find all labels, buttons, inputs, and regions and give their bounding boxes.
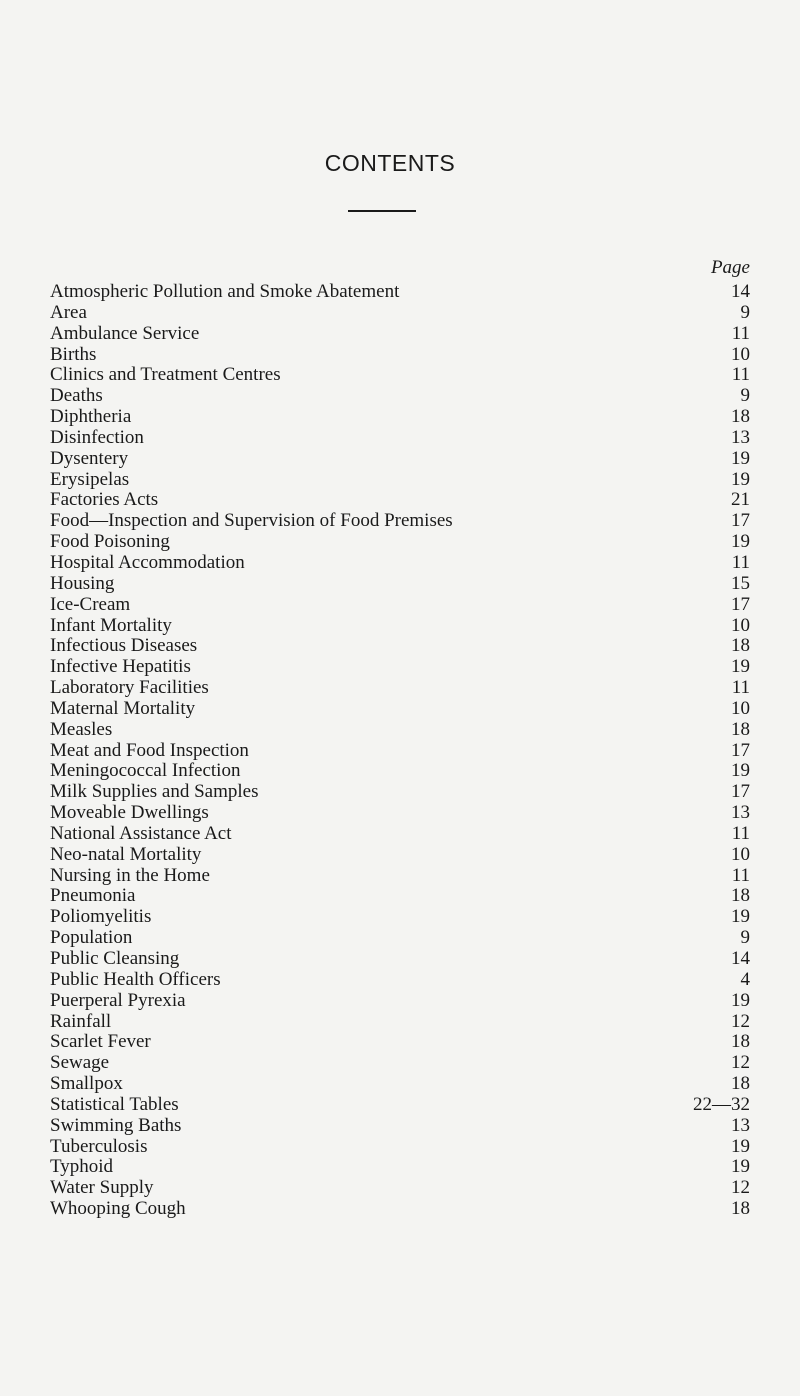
entry-page-number: 9 (740, 927, 750, 949)
entry-page-number: 17 (731, 593, 750, 615)
contents-entry (50, 741, 750, 762)
entry-title: Moveable Dwellings (50, 803, 213, 824)
entry-title: Neo-natal Mortality (50, 845, 205, 866)
entry-page-number: 19 (731, 447, 750, 469)
contents-entry (50, 282, 750, 303)
entry-page-number: 11 (731, 864, 750, 886)
entry-page-number: 19 (731, 760, 750, 782)
contents-entry (50, 574, 750, 595)
entry-page-number: 18 (731, 635, 750, 657)
entry-page-number: 19 (731, 468, 750, 490)
entry-title: Ice-Cream (50, 595, 134, 616)
entry-title: Hospital Accommodation (50, 553, 249, 574)
entry-title: Rainfall (50, 1012, 115, 1033)
entry-title: Food Poisoning (50, 532, 174, 553)
contents-entry (50, 490, 750, 511)
entry-title: Ambulance Service (50, 324, 203, 345)
contents-entry (50, 720, 750, 741)
contents-entry (50, 761, 750, 782)
entry-page-number: 18 (731, 406, 750, 428)
contents-entry (50, 657, 750, 678)
entry-page-number: 14 (731, 281, 750, 302)
entry-title: Nursing in the Home (50, 866, 214, 887)
entry-page-number: 19 (731, 1156, 750, 1178)
contents-entry (50, 595, 750, 616)
contents-entry (50, 1116, 750, 1137)
entry-page-number: 12 (731, 1010, 750, 1032)
entry-title: Poliomyelitis (50, 907, 155, 928)
entry-title: Dysentery (50, 449, 132, 470)
entry-title: Whooping Cough (50, 1199, 190, 1220)
entry-page-number: 21 (731, 489, 750, 511)
page-column-heading: Page (710, 257, 750, 278)
contents-entry (50, 928, 750, 949)
contents-entry (50, 991, 750, 1012)
entry-title: Housing (50, 574, 118, 595)
contents-entry (50, 324, 750, 345)
contents-entry (50, 1032, 750, 1053)
entry-page-number: 15 (731, 572, 750, 594)
entry-page-number: 18 (731, 885, 750, 907)
entry-page-number: 11 (731, 364, 750, 386)
entry-title: Deaths (50, 386, 107, 407)
entry-title: Measles (50, 720, 116, 741)
contents-entry (50, 1012, 750, 1033)
contents-entry (50, 532, 750, 553)
entry-title: Atmospheric Pollution and Smoke Abatement (50, 282, 403, 303)
title-underline (348, 210, 416, 212)
contents-entry (50, 1199, 750, 1220)
entry-title: National Assistance Act (50, 824, 236, 845)
contents-entry (50, 803, 750, 824)
entry-page-number: 12 (731, 1177, 750, 1199)
entry-title: Erysipelas (50, 470, 133, 491)
contents-entry (50, 303, 750, 324)
contents-entry (50, 970, 750, 991)
entry-page-number: 19 (731, 906, 750, 928)
entry-page-number: 18 (731, 1198, 750, 1220)
entry-title: Typhoid (50, 1157, 117, 1178)
contents-entry (50, 699, 750, 720)
contents-entry (50, 1095, 750, 1116)
contents-entry (50, 845, 750, 866)
entry-title: Population (50, 928, 136, 949)
contents-entry (50, 386, 750, 407)
contents-entry (50, 866, 750, 887)
contents-entry (50, 1137, 750, 1158)
entry-title: Smallpox (50, 1074, 127, 1095)
entry-title: Births (50, 345, 100, 366)
contents-entry (50, 470, 750, 491)
contents-entry (50, 949, 750, 970)
contents-entry (50, 1053, 750, 1074)
contents-entry (50, 365, 750, 386)
entry-page-number: 17 (731, 510, 750, 532)
entry-title: Puerperal Pyrexia (50, 991, 190, 1012)
entry-title: Scarlet Fever (50, 1032, 155, 1053)
entry-page-number: 10 (731, 343, 750, 365)
contents-entry (50, 345, 750, 366)
entry-page-number: 11 (731, 322, 750, 344)
entry-page-number: 18 (731, 718, 750, 740)
entry-title: Sewage (50, 1053, 113, 1074)
entry-title: Public Health Officers (50, 970, 225, 991)
entry-page-number: 22—32 (693, 1093, 750, 1115)
entry-title: Pneumonia (50, 886, 140, 907)
contents-entry (50, 449, 750, 470)
entry-page-number: 18 (731, 1073, 750, 1095)
entry-page-number: 9 (740, 301, 750, 323)
entry-page-number: 11 (731, 551, 750, 573)
entry-page-number: 17 (731, 781, 750, 803)
entry-page-number: 4 (740, 968, 750, 990)
entry-page-number: 13 (731, 1114, 750, 1136)
entry-title: Food—Inspection and Supervision of Food Premises (50, 511, 457, 532)
contents-entry (50, 636, 750, 657)
contents-entry (50, 824, 750, 845)
entry-title: Maternal Mortality (50, 699, 199, 720)
contents-entry (50, 1074, 750, 1095)
contents-entry (50, 428, 750, 449)
entry-title: Statistical Tables (50, 1095, 183, 1116)
entry-page-number: 19 (731, 989, 750, 1011)
entry-title: Public Cleansing (50, 949, 183, 970)
contents-entry (50, 678, 750, 699)
entry-page-number: 14 (731, 948, 750, 969)
entry-page-number: 19 (731, 531, 750, 553)
entry-title: Area (50, 303, 91, 324)
contents-entry (50, 553, 750, 574)
entry-title: Swimming Baths (50, 1116, 185, 1137)
contents-entry (50, 1157, 750, 1178)
entry-page-number: 9 (740, 385, 750, 407)
entry-title: Infectious Diseases (50, 636, 201, 657)
entry-title: Factories Acts (50, 490, 162, 511)
contents-entry (50, 907, 750, 928)
entry-page-number: 18 (731, 1031, 750, 1053)
entry-title: Meningococcal Infection (50, 761, 244, 782)
contents-entry (50, 616, 750, 637)
entry-title: Meat and Food Inspection (50, 741, 253, 762)
contents-entry (50, 1178, 750, 1199)
contents-entry (50, 511, 750, 532)
entry-page-number: 17 (731, 739, 750, 761)
entry-page-number: 10 (731, 697, 750, 719)
entry-title: Diphtheria (50, 407, 135, 428)
entry-title: Infant Mortality (50, 616, 176, 637)
entry-page-number: 10 (731, 843, 750, 865)
entry-title: Disinfection (50, 428, 148, 449)
entry-page-number: 10 (731, 614, 750, 636)
entry-title: Milk Supplies and Samples (50, 782, 262, 803)
entry-page-number: 12 (731, 1052, 750, 1074)
contents-list (50, 282, 750, 1220)
entry-page-number: 13 (731, 802, 750, 824)
entry-title: Water Supply (50, 1178, 157, 1199)
entry-title: Infective Hepatitis (50, 657, 195, 678)
contents-entry (50, 407, 750, 428)
entry-title: Tuberculosis (50, 1137, 151, 1158)
contents-entry (50, 782, 750, 803)
entry-page-number: 19 (731, 1135, 750, 1157)
entry-page-number: 11 (731, 677, 750, 699)
entry-page-number: 11 (731, 822, 750, 844)
contents-entry (50, 886, 750, 907)
page-title: CONTENTS (324, 150, 456, 176)
entry-title: Laboratory Facilities (50, 678, 213, 699)
entry-page-number: 19 (731, 656, 750, 678)
entry-page-number: 13 (731, 426, 750, 448)
entry-title: Clinics and Treatment Centres (50, 365, 285, 386)
